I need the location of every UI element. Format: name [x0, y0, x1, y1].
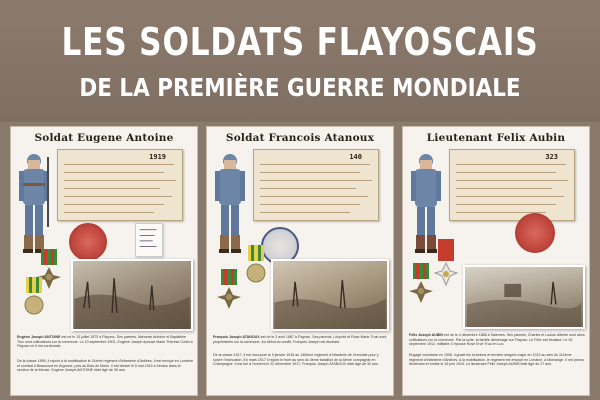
soldier-panel-antoine[interactable]: [10, 126, 198, 396]
red-wax-seal-icon: [515, 213, 555, 253]
soldier-panel-aubin[interactable]: [402, 126, 590, 396]
panel-title: Soldat Eugene Antoine: [34, 132, 174, 144]
card-number: 323: [545, 153, 558, 161]
page-title: LES SOLDATS FLAYOSCAIS: [61, 20, 539, 64]
red-wax-seal-icon: [69, 223, 107, 261]
soldier-portrait: [15, 149, 53, 257]
battlefield-photo: [463, 265, 585, 329]
military-record-card: [57, 149, 183, 221]
military-record-card: [449, 149, 575, 221]
battlefield-photo: [271, 259, 389, 331]
croix-de-guerre-medal-icon: [407, 263, 435, 313]
military-record-card: [253, 149, 379, 221]
soldier-biography: François Joseph ATANOUX est né le 3 avril 1887 à Flayosc. Ses parents, Léopold et Rose Marie Truin sont propriétaires sur la commune. Au début du conflit, François Joseph est étudiant.: [213, 335, 387, 344]
legion-honneur-medal-icon: [433, 239, 459, 297]
battlefield-photo: [71, 259, 193, 331]
panel-title: Lieutenant Felix Aubin: [426, 132, 566, 144]
header-banner: [0, 0, 600, 122]
card-number: 1919: [149, 153, 166, 161]
soldier-service-record: De la classe 1917, il est incorporé le 9 janvier 1916 au 140ème régiment d'infanterie de Grenoble pour y suivre l'instruction. En mars 1917 il rejoint le front au sein du 4ème bataillon de la 6ème compagnie en Champagne. Il est tué à l'ennemi le 22 décembre 1917. François Joseph ATANOUX était âgé de 30 ans.: [213, 353, 379, 367]
soldier-biography: Eugène Joseph ANTOINE est né le 13 juillet 1875 à Flayosc. Ses parents, Nahomin Antoine et Baptistine Truc sont cultivateurs sur la commune. Le 10 septembre 1901, Eugène Joseph épouse Marie Thérèse Collet à Flayosc où il est cordonnier.: [17, 335, 193, 349]
soldier-service-record: Engagé volontaire en 1906, il gravit les échelons et termine sergent-major en 1913 au sein du 111ème régiment d'infanterie d'Antibes. A la mobilisation, le régiment est envoyé en Lorraine, à Morhange. Il est promu lieutenant et tombe le 16 juin 1915. Le lieutenant Félix Joseph AUBIN était âgé de 27 ans.: [409, 353, 585, 367]
soldier-service-record: De la classe 1895, il rejoint à la mobilisation le 31ème régiment d'infanterie d'Antibes. Il est envoyé en Lorraine et combat à Beaucourt en Argonne, puis au Bois de Morin. Il est blessé le 5 mai 1915 à Verdun dans le secteur de la Meuse. Eugène Joseph ANTOINE était âgé de 39 ans.: [17, 359, 193, 373]
soldier-panel-atanoux[interactable]: [206, 126, 394, 396]
military-medal-icon: [243, 245, 269, 291]
page-subtitle: DE LA PREMIÈRE GUERRE MONDIALE: [79, 73, 521, 102]
military-medal-icon: [21, 277, 47, 323]
handwritten-note: [135, 223, 163, 257]
soldier-portrait: [211, 149, 249, 257]
soldier-biography: Félix Joseph AUBIN est né le 4 décembre 1888 à Salernes. Ses parents, Charles et Louise Alberte sont alors cultivateurs sur la commune. Par la suite, la famille déménage sur Flayosc. Le Félix est étudiant. Le 26 septembre 1912, militaire, il épouse Rose Ervé Truc en Lux.: [409, 333, 585, 347]
card-number: 140: [349, 153, 362, 161]
croix-de-guerre-medal-icon: [215, 269, 243, 319]
panel-title: Soldat Francois Atanoux: [225, 132, 375, 144]
